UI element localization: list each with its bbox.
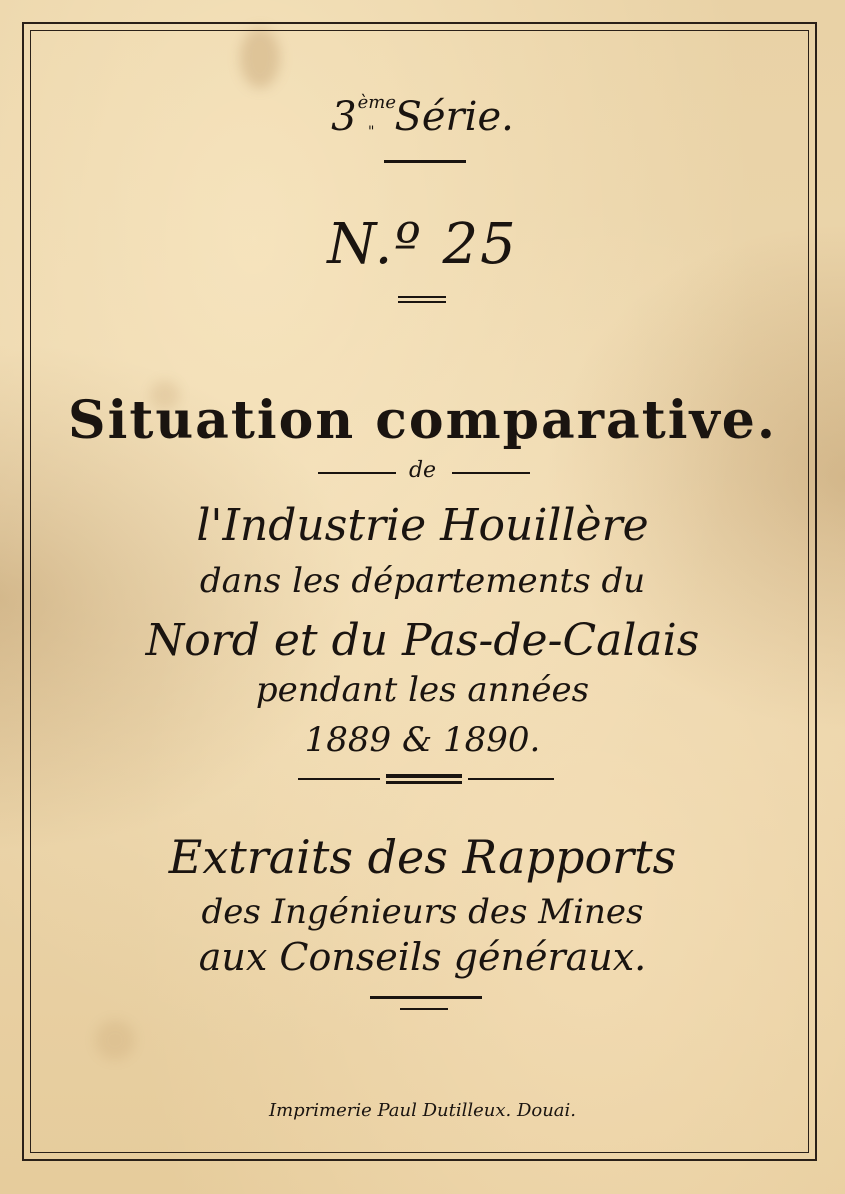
printer-imprint: Imprimerie Paul Dutilleux. Douai. <box>268 1100 577 1121</box>
series-heading <box>0 92 845 140</box>
location-line-1: dans les départements du <box>199 561 646 601</box>
divider <box>298 778 380 780</box>
document-title: Situation comparative. <box>68 390 777 451</box>
divider <box>400 1008 448 1010</box>
divider <box>384 160 466 163</box>
ornament-divider <box>386 774 462 778</box>
series-label: Série. <box>394 94 514 140</box>
extracts-line-3: aux Conseils généraux. <box>198 935 647 979</box>
divider <box>370 996 482 999</box>
issue-number: N.º 25 <box>327 212 518 277</box>
series-mark: " <box>368 124 375 140</box>
subject-line: l'Industrie Houillère <box>196 500 649 551</box>
years-line: 1889 & 1890. <box>304 720 541 760</box>
extracts-line-2: des Ingénieurs des Mines <box>201 892 644 932</box>
series-number: 3 <box>331 94 357 140</box>
series-superscript: ème <box>357 92 396 113</box>
location-line-2: Nord et du Pas-de-Calais <box>145 615 700 666</box>
connector-text: de <box>408 458 437 483</box>
divider <box>468 778 554 780</box>
divider <box>398 301 446 303</box>
divider <box>398 296 446 298</box>
period-line: pendant les années <box>255 670 590 710</box>
divider <box>452 472 530 474</box>
extracts-line-1: Extraits des Rapports <box>168 830 677 884</box>
ornament-divider <box>386 781 462 784</box>
